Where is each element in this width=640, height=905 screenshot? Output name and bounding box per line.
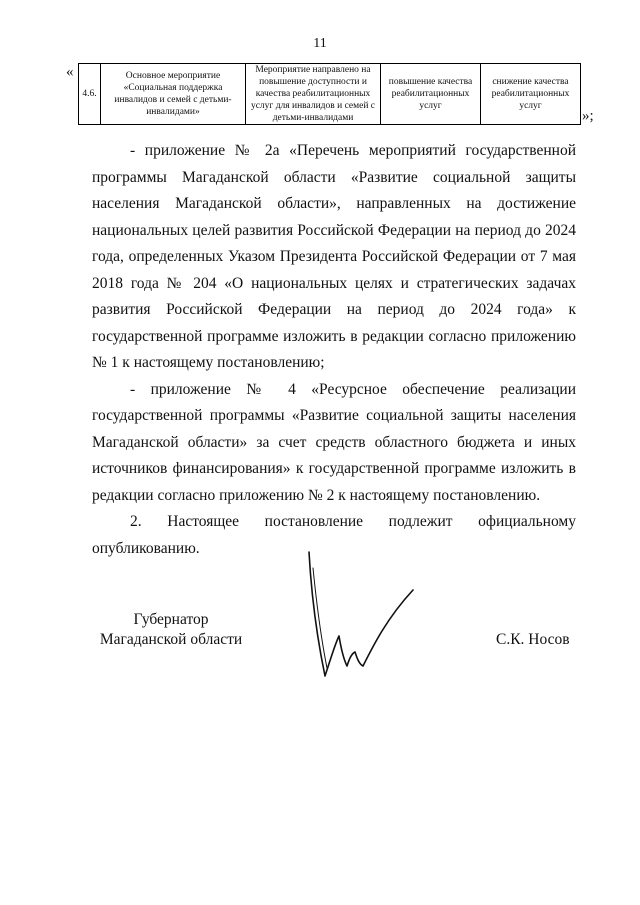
closing-quote: »; — [582, 108, 594, 124]
table-row — [79, 64, 581, 125]
page-number: 11 — [313, 36, 327, 51]
table-cell-positive-effect: повышение качества реабилитационных услуг — [381, 64, 481, 125]
document-body — [92, 138, 576, 562]
handwritten-signature — [295, 548, 435, 688]
table-cell-description: Мероприятие направлено на повышение доступности и качества реабилитационных услуг для инвалидов и семей с детьми-инвалидами — [246, 64, 381, 125]
signatory-title — [96, 610, 246, 650]
signatory-title-line2: Магаданской области — [99, 631, 243, 648]
paragraph-appendix-4: - приложение № 4 «Ресурсное обеспечение реализации государственной программы «Развитие социальной защиты населения Магаданской области» за счет средств областного бюджета и иных источников финансирования» к государственной программе изложить в редакции согласно приложению № 2 к настоящему постановлению. — [92, 380, 576, 504]
table-cell-negative-effect: снижение качества реабилитационных услуг — [481, 64, 581, 125]
paragraph-appendix-2a: - приложение № 2а «Перечень мероприятий государственной программы Магаданской области «Развитие социальной защиты населения Магаданской области», направленных на достижение национальных целей развития Российской Федерации на период до 2024 года, определенных Указом Президента Российской Федерации от 7 мая 2018 года № 204 «О национальных целях и стратегических задачах развития Российской Федерации на период до 2024 года» к государственной программе изложить в редакции согласно приложению № 1 к настоящему постановлению; — [92, 142, 576, 371]
table-cell-number: 4.6. — [79, 64, 101, 125]
opening-quote: « — [66, 64, 74, 80]
paragraph-publication: 2. Настоящее постановление подлежит официальному опубликованию. — [92, 513, 576, 557]
measures-table — [78, 63, 581, 125]
signatory-name: С.К. Носов — [496, 631, 570, 648]
table-cell-activity: Основное мероприятие «Социальная поддержка инвалидов и семей с детьми-инвалидами» — [101, 64, 246, 125]
signatory-title-line1: Губернатор — [133, 611, 209, 628]
